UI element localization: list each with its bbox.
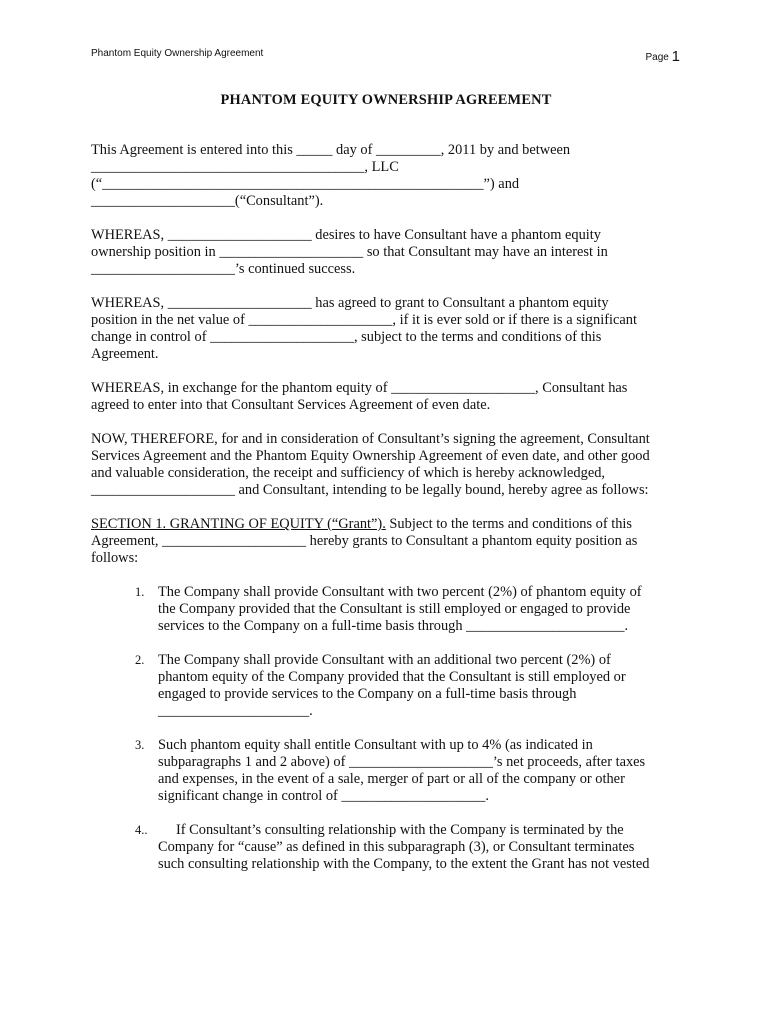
list-item-line: the Company provided that the Consultant is still employed or engaged to provide: [158, 601, 631, 617]
now-line: ____________________ and Consultant, intending to be legally bound, hereby agree as follows:: [91, 482, 649, 498]
document-body: [91, 92, 681, 873]
whereas-line: agreed to enter into that Consultant Services Agreement of even date.: [91, 397, 491, 413]
list-item-line: The Company shall provide Consultant with two percent (2%) of phantom equity of: [158, 584, 642, 600]
now-line: NOW, THEREFORE, for and in consideration of Consultant’s signing the agreement, Consultant: [91, 431, 650, 447]
document-title: PHANTOM EQUITY OWNERSHIP AGREEMENT: [220, 92, 552, 108]
list-item-line: If Consultant’s consulting relationship with the Company is terminated by the: [176, 822, 624, 838]
list-item-2: [91, 652, 681, 720]
list-number: 3.: [135, 738, 145, 752]
whereas-line: WHEREAS, in exchange for the phantom equity of ____________________, Consultant has: [91, 380, 628, 396]
list-number: 1.: [135, 585, 145, 599]
list-item-1: [91, 584, 681, 635]
whereas-line: position in the net value of ____________________, if it is ever sold or if there is a significant: [91, 312, 637, 328]
list-item-line: engaged to provide services to the Company on a full-time basis through: [158, 686, 577, 702]
whereas-paragraph-1: [91, 227, 681, 278]
whereas-line: WHEREAS, ____________________ desires to have Consultant have a phantom equity: [91, 227, 601, 243]
list-item-line: phantom equity of the Company provided that the Consultant is still employed or: [158, 669, 626, 685]
whereas-line: Agreement.: [91, 346, 159, 362]
section-1-first-line: [91, 516, 681, 533]
now-line: and valuable consideration, the receipt and sufficiency of which is hereby acknowledged,: [91, 465, 606, 481]
section-1: [91, 516, 681, 567]
list-item-line: subparagraphs 1 and 2 above) of ____________________’s net proceeds, after taxes: [158, 754, 646, 770]
whereas-line: ____________________’s continued success.: [91, 261, 356, 277]
now-line: Services Agreement and the Phantom Equity Ownership Agreement of even date, and other good: [91, 448, 650, 464]
list-item-line: The Company shall provide Consultant with an additional two percent (2%) of: [158, 652, 611, 668]
intro-line: This Agreement is entered into this _____ day of _________, 2011 by and between: [91, 142, 571, 158]
whereas-line: WHEREAS, ____________________ has agreed to grant to Consultant a phantom equity: [91, 295, 609, 311]
list-item-line: such consulting relationship with the Company, to the extent the Grant has not vested: [158, 856, 650, 872]
section-1-text: Subject to the terms and conditions of this: [385, 516, 633, 532]
list-item-4: [91, 822, 681, 873]
whereas-line: ownership position in ____________________ so that Consultant may have an interest in: [91, 244, 608, 260]
whereas-paragraph-2: [91, 295, 681, 363]
section-1-heading: SECTION 1. GRANTING OF EQUITY (“Grant”).: [91, 516, 386, 532]
header-title: Phantom Equity Ownership Agreement: [91, 48, 264, 59]
list-number: 2.: [135, 653, 145, 667]
intro-paragraph: [91, 142, 681, 210]
intro-line: ____________________(“Consultant”).: [91, 193, 324, 209]
intro-line: ______________________________________, LLC: [91, 159, 399, 175]
section-1-line: follows:: [91, 550, 139, 566]
now-therefore-paragraph: [91, 431, 681, 499]
list-item-line: Company for “cause” as defined in this subparagraph (3), or Consultant terminates: [158, 839, 635, 855]
list-item-line: Such phantom equity shall entitle Consultant with up to 4% (as indicated in: [158, 737, 593, 753]
page-header: [91, 44, 680, 64]
list-number: 4..: [135, 823, 148, 837]
list-item-line: and expenses, in the event of a sale, merger of part or all of the company or other: [158, 771, 625, 787]
page-number: 1: [671, 48, 680, 65]
list-item-line: significant change in control of ____________________.: [158, 788, 489, 804]
list-item-line: services to the Company on a full-time basis through ______________________.: [158, 618, 629, 634]
whereas-line: change in control of ____________________, subject to the terms and conditions of this: [91, 329, 602, 345]
list-item-line: _____________________.: [158, 703, 313, 719]
whereas-paragraph-3: [91, 380, 681, 414]
header-page: [646, 48, 680, 65]
section-1-line: Agreement, ____________________ hereby grants to Consultant a phantom equity position as: [91, 533, 638, 549]
page-label: Page: [645, 52, 669, 63]
intro-line: (“_____________________________________________________”) and: [91, 176, 520, 192]
list-item-3: [91, 737, 681, 805]
